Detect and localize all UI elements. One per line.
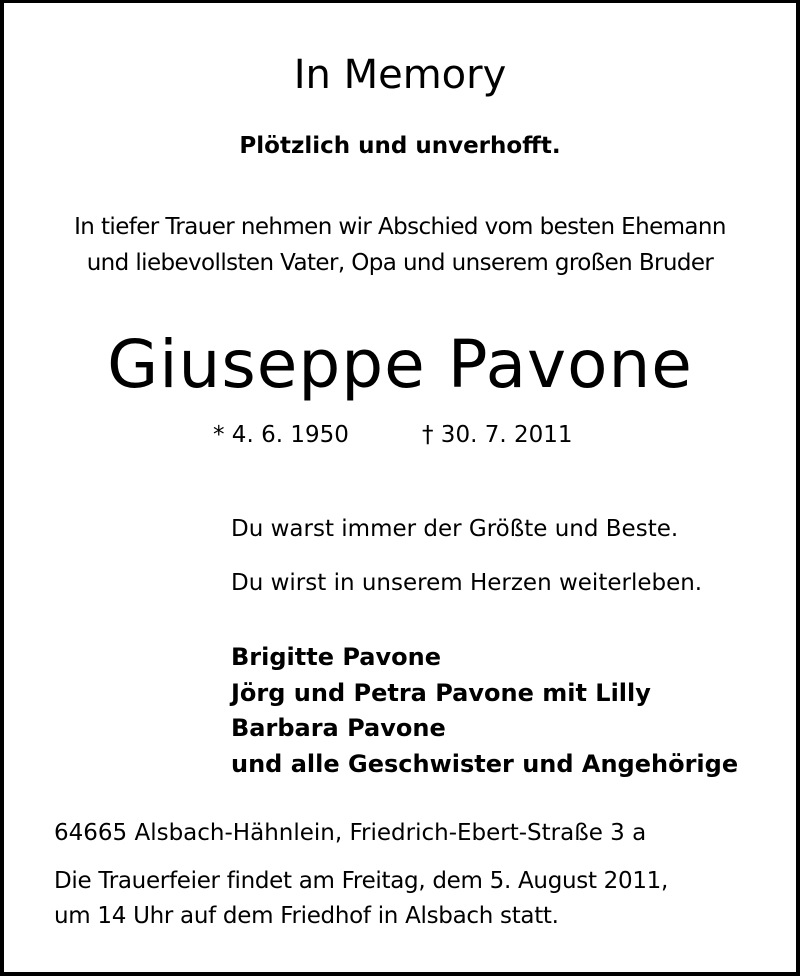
birth-date: * 4. 6. 1950	[213, 422, 349, 448]
address: 64665 Alsbach-Hähnlein, Friedrich-Ebert-Straße 3 a	[54, 820, 647, 846]
funeral-line: Die Trauerfeier findet am Freitag, dem 5. August 2011,	[54, 868, 669, 894]
notice-subtitle: Plötzlich und unverhofft.	[239, 133, 561, 159]
funeral-line: um 14 Uhr auf dem Friedhof in Alsbach statt.	[54, 903, 559, 929]
mourner: Jörg und Petra Pavone mit Lilly	[231, 678, 651, 707]
funeral-info	[54, 870, 668, 940]
mourner: Brigitte Pavone	[231, 643, 441, 671]
mourner: und alle Geschwister und Angehörige	[231, 749, 739, 778]
intro-line: In tiefer Trauer nehmen wir Abschied vom besten Ehemann	[74, 214, 726, 240]
death-date: † 30. 7. 2011	[422, 422, 573, 448]
mourner: Barbara Pavone	[231, 714, 446, 742]
mourners-list	[231, 645, 738, 787]
intro-text	[0, 216, 800, 288]
deceased-name: Giuseppe Pavone	[107, 326, 693, 403]
quote-line: Du warst immer der Größte und Beste.	[231, 516, 679, 542]
intro-line: und liebevollsten Vater, Opa und unserem großen Bruder	[86, 250, 714, 276]
quote-line: Du wirst in unserem Herzen weiterleben.	[231, 570, 703, 596]
notice-title: In Memory	[293, 52, 507, 98]
